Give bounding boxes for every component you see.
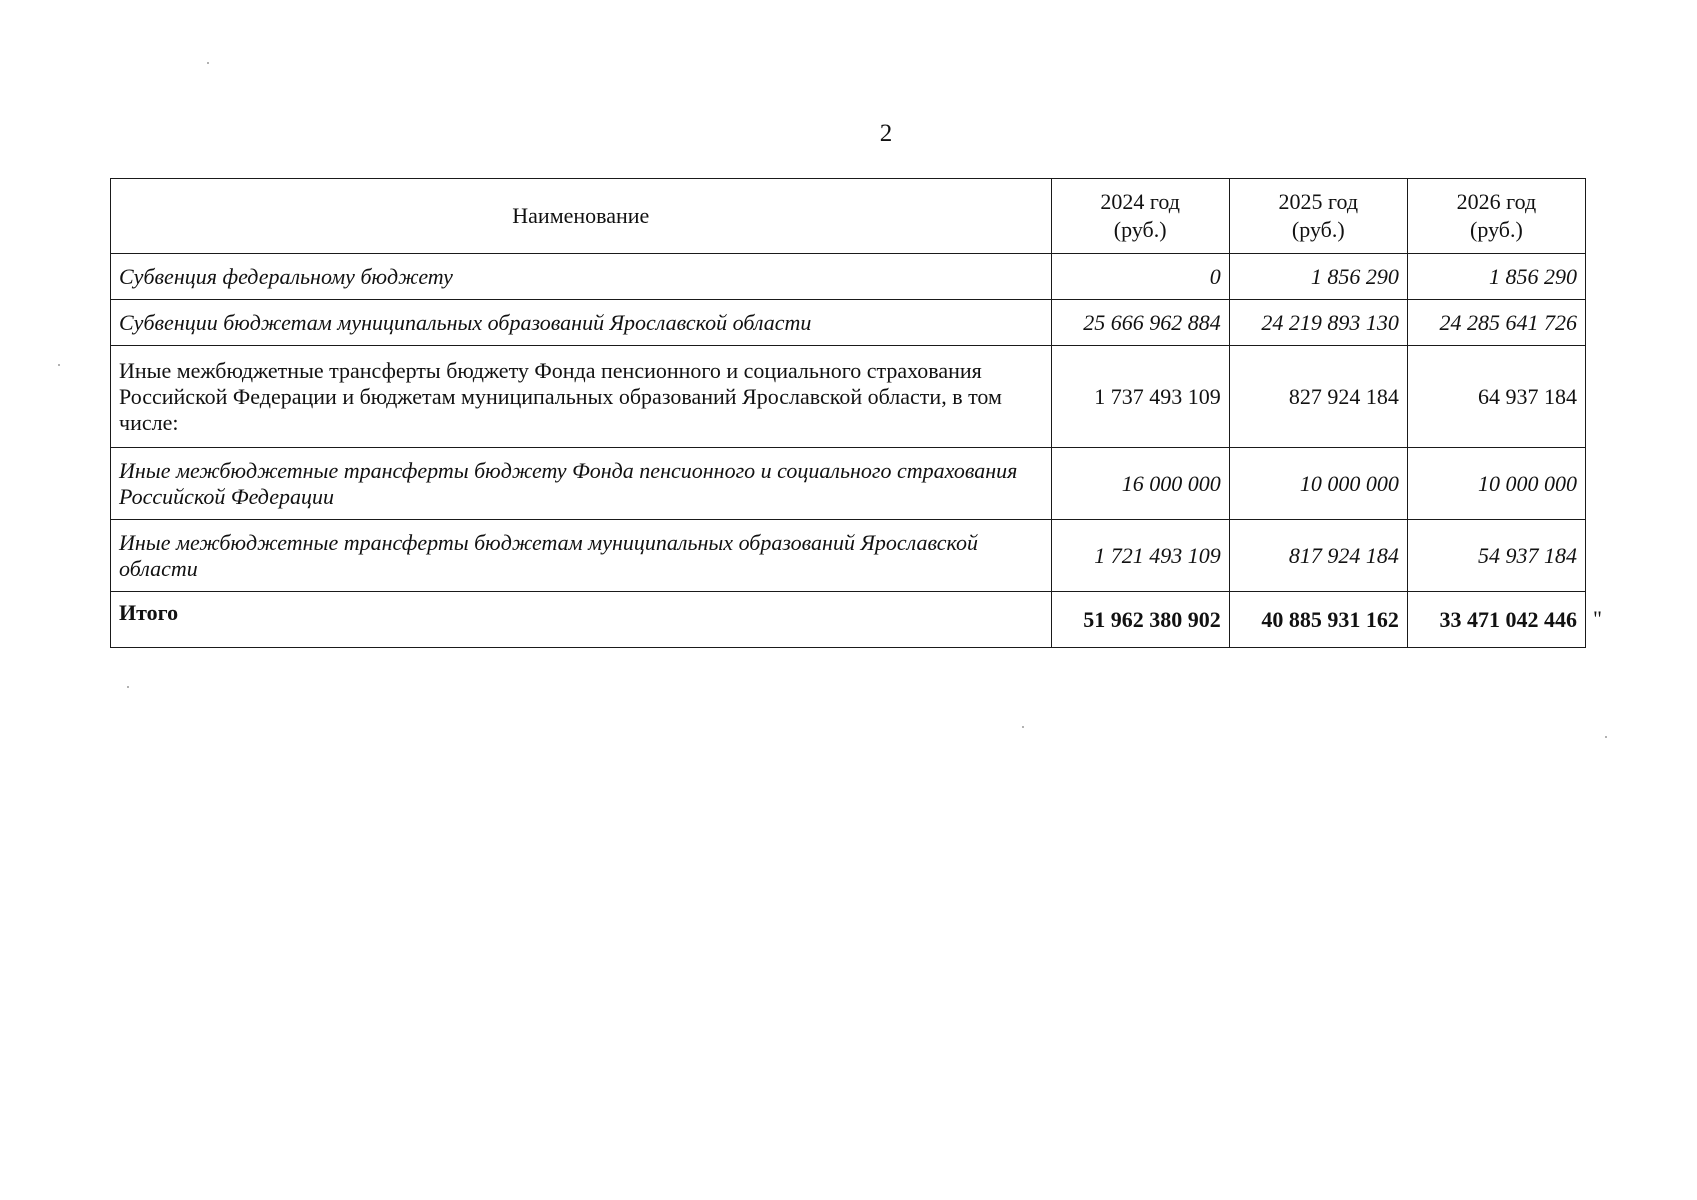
total-value-2025: 40 885 931 162 (1229, 592, 1407, 648)
header-name: Наименование (111, 179, 1052, 254)
row-value-2024: 1 737 493 109 (1051, 346, 1229, 448)
header-2026 (1407, 179, 1585, 254)
total-value-2024: 51 962 380 902 (1051, 592, 1229, 648)
row-value-2026: 1 856 290 (1407, 254, 1585, 300)
row-value-2024: 1 721 493 109 (1051, 520, 1229, 592)
row-name: Иные межбюджетные трансферты бюджету Фонда пенсионного и социального страхования Российской Федерации и бюджетам муниципальных образований Ярославской области, в том числе: (111, 346, 1052, 448)
scan-speck (58, 364, 60, 366)
row-name: Иные межбюджетные трансферты бюджету Фонда пенсионного и социального страхования Российской Федерации (111, 448, 1052, 520)
scan-speck (1022, 726, 1024, 728)
row-name: Иные межбюджетные трансферты бюджетам муниципальных образований Ярославской области (111, 520, 1052, 592)
table-row (111, 520, 1586, 592)
row-value-2025: 10 000 000 (1229, 448, 1407, 520)
table-row (111, 448, 1586, 520)
scan-speck (1605, 736, 1607, 738)
row-value-2025: 24 219 893 130 (1229, 300, 1407, 346)
row-value-2026: 24 285 641 726 (1407, 300, 1585, 346)
total-row (111, 592, 1586, 648)
page-number: 2 (879, 120, 893, 147)
scan-speck (127, 686, 129, 688)
header-2024-label: 2024 год (руб.) (1100, 189, 1180, 242)
scan-speck (207, 62, 209, 64)
row-value-2024: 0 (1051, 254, 1229, 300)
header-2024 (1051, 179, 1229, 254)
closing-quote: " (1593, 606, 1602, 631)
table-header-row (111, 179, 1586, 254)
header-2025 (1229, 179, 1407, 254)
total-label: Итого (111, 592, 1052, 648)
row-value-2026: 10 000 000 (1407, 448, 1585, 520)
total-value-2026: 33 471 042 446 (1407, 592, 1585, 648)
table-row (111, 254, 1586, 300)
row-name: Субвенция федеральному бюджету (111, 254, 1052, 300)
budget-table (110, 178, 1586, 648)
row-value-2025: 1 856 290 (1229, 254, 1407, 300)
row-value-2026: 64 937 184 (1407, 346, 1585, 448)
row-value-2024: 25 666 962 884 (1051, 300, 1229, 346)
row-value-2026: 54 937 184 (1407, 520, 1585, 592)
header-2026-label: 2026 год (руб.) (1456, 189, 1537, 242)
row-value-2025: 827 924 184 (1229, 346, 1407, 448)
table-row (111, 346, 1586, 448)
table-row (111, 300, 1586, 346)
row-value-2025: 817 924 184 (1229, 520, 1407, 592)
row-name: Субвенции бюджетам муниципальных образований Ярославской области (111, 300, 1052, 346)
header-2025-label: 2025 год (руб.) (1278, 189, 1359, 242)
row-value-2024: 16 000 000 (1051, 448, 1229, 520)
